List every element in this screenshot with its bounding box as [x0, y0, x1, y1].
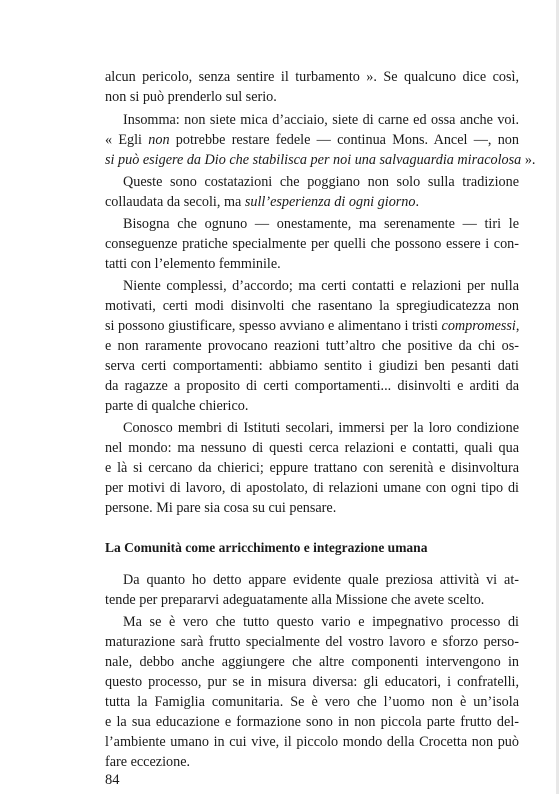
text-line: fare eccezione. — [105, 754, 191, 770]
text-line: parte di qualche chierico. — [105, 398, 249, 414]
text-line: da ragazze a proposito di certi comportamenti... disinvolti e arditi da — [105, 378, 519, 394]
text-line: motivati, certi modi disinvolti che rasentano la spregiudicatezza non — [105, 298, 519, 314]
text-line: si possono giustificare, spesso avviano e alimentano i tristi compromessi, — [105, 318, 520, 334]
text-line: Ma se è vero che tutto questo vario e impegnativo processo di — [123, 614, 519, 630]
text-line: maturazione sarà frutto specialmente del vostro lavoro e sforzo perso- — [105, 634, 519, 650]
text-line: si può esigere da Dio che stabilisca per noi una salvaguardia miracolosa ». — [105, 152, 536, 168]
text-line: Da quanto ho detto appare evidente quale preziosa attività vi at- — [123, 572, 519, 588]
text-line: tatti con l’elemento femminile. — [105, 256, 281, 272]
text-line: l’ambiente umano in cui vive, il piccolo mondo della Crocetta non può — [105, 734, 519, 750]
italic-text: non — [148, 132, 170, 148]
text-line: Bisogna che ognuno — onestamente, ma serenamente — tiri le — [123, 216, 519, 232]
text-line: nel mondo: ma nessuno di questi cerca relazioni e contatti, quali qua — [105, 440, 519, 456]
text-line: alcun pericolo, senza sentire il turbamento ». Se qualcuno dice così, — [105, 69, 519, 85]
text-line: Conosco membri di Istituti secolari, immersi per la loro condizione — [123, 420, 519, 436]
text-line: e là si cercano da chierici; eppure trattano con serenità e disinvoltura — [105, 460, 519, 476]
text-line: nale, debbo anche aggiungere che altre componenti intervengono in — [105, 654, 519, 670]
text-line: « Egli non potrebbe restare fedele — continua Mons. Ancel —, non — [105, 132, 519, 148]
text-line: tende per prepararvi adeguatamente alla Missione che avete scelto. — [105, 592, 485, 608]
text-line: Queste sono costatazioni che poggiano non solo sulla tradizione — [123, 174, 519, 190]
page-number: 84 — [105, 772, 120, 788]
text-line: questo processo, pur se in misura diversa: gli educatori, i confratelli, — [105, 674, 519, 690]
text-line: Insomma: non siete mica d’acciaio, siete di carne ed ossa anche voi. — [123, 112, 519, 128]
text-line: serva certi comportamenti: abbiamo sentito i giudizi ben pesanti dati — [105, 358, 519, 374]
text-line: per motivi di lavoro, di apostolato, di relazioni umane con ogni tipo di — [105, 480, 519, 496]
text-line: conseguenze pratiche specialmente per quelli che possono essere i con- — [105, 236, 519, 252]
text-line: non si può prenderlo sul serio. — [105, 89, 277, 105]
italic-text: compromessi — [441, 318, 516, 334]
text-line: collaudata da secoli, ma sull’esperienza di ogni giorno. — [105, 194, 420, 210]
text-line: persone. Mi pare sia cosa su cui pensare. — [105, 500, 337, 516]
section-heading: La Comunità come arricchimento e integrazione umana — [105, 540, 428, 555]
text-line: Niente complessi, d’accordo; ma certi contatti e relazioni per nulla — [123, 278, 519, 294]
text-line: tutta la Famiglia comunitaria. Se è vero che l’uomo non è un’isola — [105, 694, 519, 710]
italic-text: si può esigere da Dio che stabilisca per noi una salvaguardia miracolosa — [105, 152, 522, 168]
text-line: e la sua educazione e formazione sono in non piccola parte frutto del- — [105, 714, 519, 730]
text-line: e non raramente provocano reazioni tutt’altro che positive da chi os- — [105, 338, 519, 354]
italic-text: sull’esperienza di ogni giorno — [244, 194, 416, 210]
